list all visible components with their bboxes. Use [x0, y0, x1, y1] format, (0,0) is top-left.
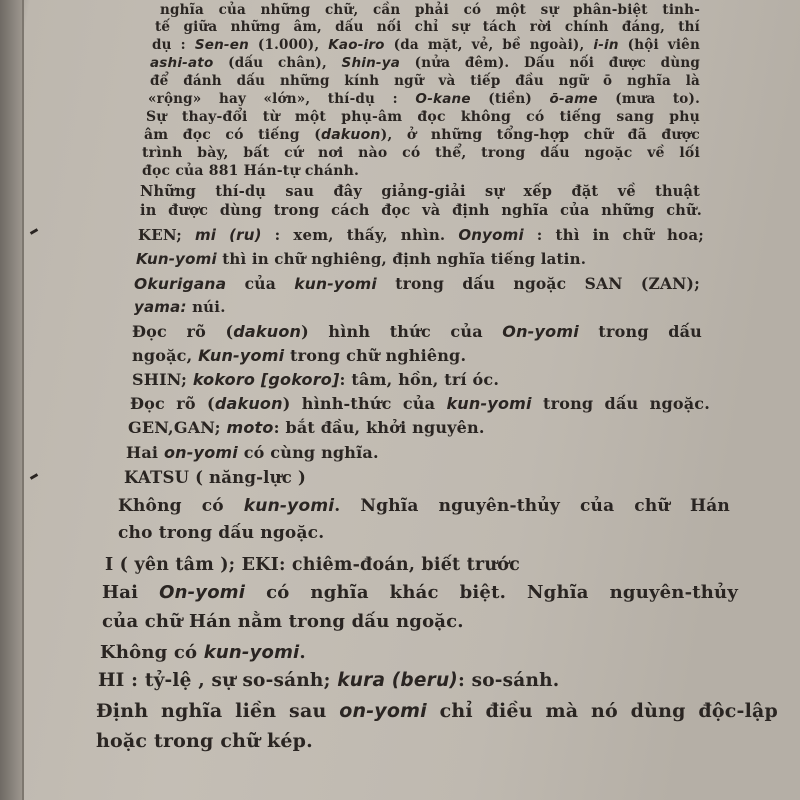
italic-term: On-yomi: [502, 322, 579, 341]
text-segment: «rộng» hay «lớn», thí-dụ :: [148, 91, 416, 107]
text-segment: : xem, thấy, nhìn.: [261, 226, 459, 244]
text-line: [140, 183, 700, 200]
text-line: [155, 19, 700, 35]
text-segment: dụ :: [152, 37, 195, 53]
text-segment: ), ở những tổng-hợp chữ đã được: [380, 127, 700, 143]
text-segment: âm đọc có tiếng (: [144, 127, 322, 143]
text-line: [126, 443, 379, 462]
text-line: [96, 730, 313, 752]
text-segment: (hội viên: [618, 37, 700, 53]
text-segment: I ( yên tâm ); EKI: chiêm-đoán, biết trước: [105, 555, 520, 575]
italic-term: kun-yomi: [446, 394, 532, 413]
text-segment: Hai: [126, 443, 164, 462]
text-segment: Đọc rõ (: [132, 322, 234, 341]
text-line: [140, 202, 702, 219]
text-segment: để đánh dấu những kính ngữ và tiếp đầu ngữ ō nghĩa là: [150, 73, 700, 89]
text-segment: Những thí-dụ sau đây giảng-giải sự xếp đặt về thuật: [140, 183, 700, 200]
text-line: [132, 346, 466, 365]
text-segment: : tâm, hồn, trí óc.: [339, 370, 500, 389]
text-segment: ) hình-thức của: [282, 394, 447, 413]
text-segment: Không có: [100, 642, 204, 663]
text-segment: hoặc trong chữ kép.: [96, 730, 313, 752]
text-line: [152, 37, 700, 53]
text-line: [124, 468, 306, 487]
italic-term: mi (ru): [194, 226, 262, 244]
text-segment: tế giữa những âm, dấu nối chỉ sự tách rời chính đáng, thí: [155, 19, 700, 35]
text-segment: trong dấu ngoặc SAN (ZAN);: [376, 274, 701, 293]
text-segment: trình bày, bất cứ nơi nào có thể, trong dấu ngoặc về lối: [142, 145, 700, 161]
text-segment: của: [226, 274, 295, 293]
italic-term: Shin-ya: [341, 55, 401, 71]
text-line: [144, 127, 700, 143]
text-segment: đọc của 881 Hán-tự chánh.: [142, 163, 360, 179]
text-segment: nghĩa của những chữ, cần phải có một sự phân-biệt tinh-: [160, 2, 700, 18]
italic-term: kokoro [gokoro]: [192, 370, 340, 389]
text-segment: núi.: [186, 298, 226, 316]
italic-term: ashi-ato: [150, 55, 214, 71]
text-segment: (mưa to).: [597, 91, 700, 107]
italic-term: kura (beru): [337, 670, 458, 691]
text-segment: Định nghĩa liền sau: [96, 700, 340, 722]
text-line: [150, 55, 700, 71]
text-segment: . Nghĩa nguyên-thủy của chữ Hán: [334, 496, 730, 516]
italic-term: On-yomi: [159, 582, 246, 603]
italic-term: dakuon: [233, 322, 302, 341]
italic-term: Kun-yomi: [136, 250, 217, 268]
text-segment: (da mặt, vẻ, bề ngoài),: [384, 37, 594, 53]
margin-mark: [30, 228, 38, 235]
italic-term: kun-yomi: [203, 642, 300, 663]
text-segment: trong dấu ngoặc.: [531, 394, 710, 413]
text-segment: Không có: [118, 496, 244, 516]
italic-term: i-in: [593, 37, 619, 53]
text-line: [118, 496, 730, 516]
book-binding: [0, 0, 22, 800]
text-line: [118, 523, 324, 543]
text-segment: trong dấu: [578, 322, 702, 341]
text-segment: thì in chữ nghiêng, định nghĩa tiếng latin.: [216, 250, 587, 268]
text-segment: ngoặc,: [132, 346, 199, 365]
text-segment: : bắt đầu, khởi nguyên.: [273, 418, 485, 437]
text-line: [150, 73, 700, 89]
italic-term: Okurigana: [134, 275, 227, 293]
text-line: [128, 418, 485, 437]
italic-term: Sen-en: [194, 37, 249, 53]
italic-term: on-yomi: [339, 700, 427, 722]
text-line: [148, 91, 700, 107]
text-line: [142, 145, 700, 161]
italic-term: O-kane: [415, 91, 471, 107]
text-segment: (dấu chân),: [213, 55, 342, 71]
text-segment: có cùng nghĩa.: [237, 443, 379, 462]
margin-mark: [30, 473, 38, 480]
page-edge: [22, 0, 24, 800]
text-line: [134, 274, 700, 293]
text-line: [102, 611, 464, 632]
text-segment: Sự thay-đổi từ một phụ-âm đọc không có tiếng sang phụ: [146, 109, 700, 125]
text-line: [138, 226, 704, 244]
text-segment: Hai: [102, 582, 160, 603]
italic-term: moto: [226, 418, 274, 437]
italic-term: dakuon: [321, 127, 381, 143]
text-segment: in được dùng trong cách đọc và định nghĩa của những chữ.: [140, 202, 702, 219]
text-line: [105, 555, 520, 575]
text-segment: Đọc rõ (: [130, 394, 215, 413]
text-segment: : thì in chữ hoa;: [523, 226, 705, 244]
italic-term: kun-yomi: [294, 275, 377, 293]
text-segment: .: [299, 642, 306, 663]
text-line: [132, 370, 499, 389]
text-line: [132, 322, 702, 341]
text-line: [136, 250, 586, 268]
italic-term: yama:: [134, 298, 187, 316]
text-line: [96, 700, 778, 722]
text-segment: (tiền): [470, 91, 550, 107]
text-line: [130, 394, 710, 413]
text-segment: KATSU ( năng-lực ): [124, 468, 306, 487]
text-segment: (1.000),: [248, 37, 329, 53]
text-line: [146, 109, 700, 125]
text-line: [100, 642, 306, 663]
text-line: [134, 298, 226, 316]
italic-term: ō-ame: [549, 91, 598, 107]
text-line: [102, 582, 738, 603]
text-segment: của chữ Hán nằm trong dấu ngoặc.: [102, 611, 464, 632]
text-line: [142, 163, 359, 179]
text-segment: chỉ điều mà nó dùng độc-lập: [426, 700, 779, 722]
italic-term: Kao-iro: [328, 37, 385, 53]
text-line: [160, 2, 700, 18]
text-segment: GEN,GAN;: [128, 418, 227, 437]
text-segment: cho trong dấu ngoặc.: [118, 523, 325, 543]
text-segment: SHIN;: [132, 370, 193, 389]
text-segment: có nghĩa khác biệt. Nghĩa nguyên-thủy: [245, 582, 739, 603]
italic-term: dakuon: [214, 394, 283, 413]
text-segment: trong chữ nghiêng.: [284, 346, 467, 365]
italic-term: Kun-yomi: [198, 346, 285, 365]
text-segment: : so-sánh.: [457, 670, 560, 691]
text-line: [98, 670, 559, 691]
text-segment: ) hình thức của: [301, 322, 503, 341]
italic-term: kun-yomi: [243, 496, 335, 516]
text-segment: KEN;: [138, 226, 195, 244]
text-segment: HI : tỷ-lệ , sự so-sánh;: [98, 670, 338, 691]
text-segment: (nửa đêm). Dấu nối được dùng: [400, 55, 700, 71]
italic-term: Onyomi: [458, 226, 524, 244]
italic-term: on-yomi: [163, 443, 238, 462]
